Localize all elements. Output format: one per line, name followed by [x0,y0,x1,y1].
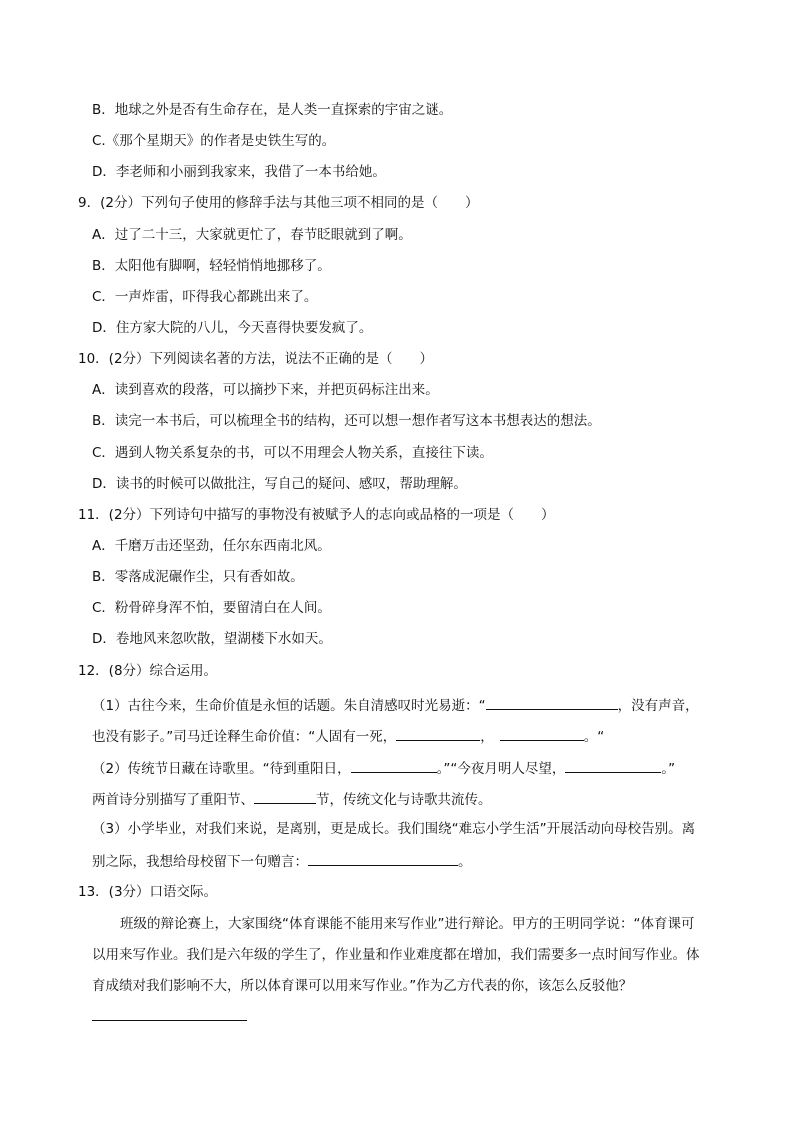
q12-part2-line1 [92,757,675,779]
q10-option-a: A．读到喜欢的段落，可以摘抄下来，并把页码标注出来。 [92,382,439,398]
q12-part1-text-b: ，没有声音， [617,698,699,714]
q12-part1-text-a: （1）古往今来，生命价值是永恒的话题。朱自清感叹时光易逝：“ [92,698,486,714]
q12-part2-text-d: 两首诗分别描写了重阳节、 [92,792,254,808]
q13-passage-line3: 育成绩对我们影响不大，所以体育课可以用来写作业。”作为乙方代表的你，该怎么反驳他？ [92,978,633,994]
q12-part3-line2 [92,850,472,872]
q12-part1-text-d: ， [480,729,494,745]
answer-blank[interactable] [396,725,480,741]
q12-part2-line2 [92,788,492,810]
answer-blank[interactable] [308,850,458,866]
q12-part3-text-a: 别之际，我想给母校留下一句赠言： [92,854,308,870]
answer-blank[interactable] [351,757,437,773]
q12-part3-text-b: 。 [458,854,472,870]
q11-option-d: D．卷地风来忽吹散，望湖楼下水如天。 [92,631,332,647]
q11-option-b: B．零落成泥碾作尘，只有香如故。 [92,569,304,585]
q13-passage-line1: 班级的辩论赛上，大家围绕“体育课能不能用来写作业”进行辩论。甲方的王明同学说：“体育课可 [120,916,695,932]
q9-stem: 9．(2分）下列句子使用的修辞手法与其他三项不相同的是（ ） [78,195,479,211]
q12-part2-text-e: 节，传统文化与诗歌共流传。 [316,792,492,808]
q10-option-c: C．遇到人物关系复杂的书，可以不用理会人物关系，直接往下读。 [92,445,493,461]
answer-blank[interactable] [565,757,661,773]
answer-blank[interactable] [254,788,316,804]
q10-option-b: B．读完一本书后，可以梳理全书的结构，还可以想一想作者写这本书想表达的想法。 [92,413,601,429]
q9-option-d: D．住方家大院的八儿，今天喜得快要发疯了。 [92,320,373,336]
q11-stem: 11．(2分）下列诗句中描写的事物没有被赋予人的志向或品格的一项是（ ） [78,507,555,523]
q12-part1-text-c: 也没有影子。”司马迁诠释生命价值：“人固有一死， [92,729,397,745]
q9-option-c: C．一声炸雷，吓得我心都跳出来了。 [92,289,318,305]
q12-stem: 12．(8分）综合运用。 [78,663,218,679]
q9-option-a: A．过了二十三，大家就更忙了，春节眨眼就到了啊。 [92,227,412,243]
q11-option-c: C．粉骨碎身浑不怕，要留清白在人间。 [92,600,331,616]
q12-part2-text-b: 。”“今夜月明人尽望， [436,761,566,777]
q8-option-d: D．李老师和小丽到我家来，我借了一本书给她。 [92,164,386,180]
q12-part2-text-c: 。” [661,761,676,777]
answer-blank[interactable] [486,694,618,710]
q13-passage-line2: 以用来写作业。我们是六年级的学生了，作业量和作业难度都在增加，我们需要多一点时间写作业。体 [92,947,700,963]
q8-option-c: C.《那个星期天》的作者是史铁生写的。 [92,133,336,149]
q12-part3-line1: （3）小学毕业，对我们来说，是离别，更是成长。我们围绕“难忘小学生活”开展活动向母校告别。离 [92,821,696,837]
q12-part1-text-e: 。“ [583,729,605,745]
q9-option-b: B．太阳他有脚啊，轻轻悄悄地挪移了。 [92,258,331,274]
q11-option-a: A．千磨万击还坚劲，任尔东西南北风。 [92,538,331,554]
q12-part1-line2 [92,725,604,747]
answer-line[interactable] [92,1020,247,1021]
q8-option-b: B．地球之外是否有生命存在，是人类一直探索的宇宙之谜。 [92,102,453,118]
q12-part2-text-a: （2）传统节日藏在诗歌里。“待到重阳日， [92,761,351,777]
answer-blank[interactable] [500,725,584,741]
q10-stem: 10．(2分）下列阅读名著的方法，说法不正确的是（ ） [78,351,434,367]
q12-part1-line1 [92,694,699,716]
q13-stem: 13．(3分）口语交际。 [78,884,218,900]
q10-option-d: D．读书的时候可以做批注，写自己的疑问、感叹，帮助理解。 [92,476,467,492]
